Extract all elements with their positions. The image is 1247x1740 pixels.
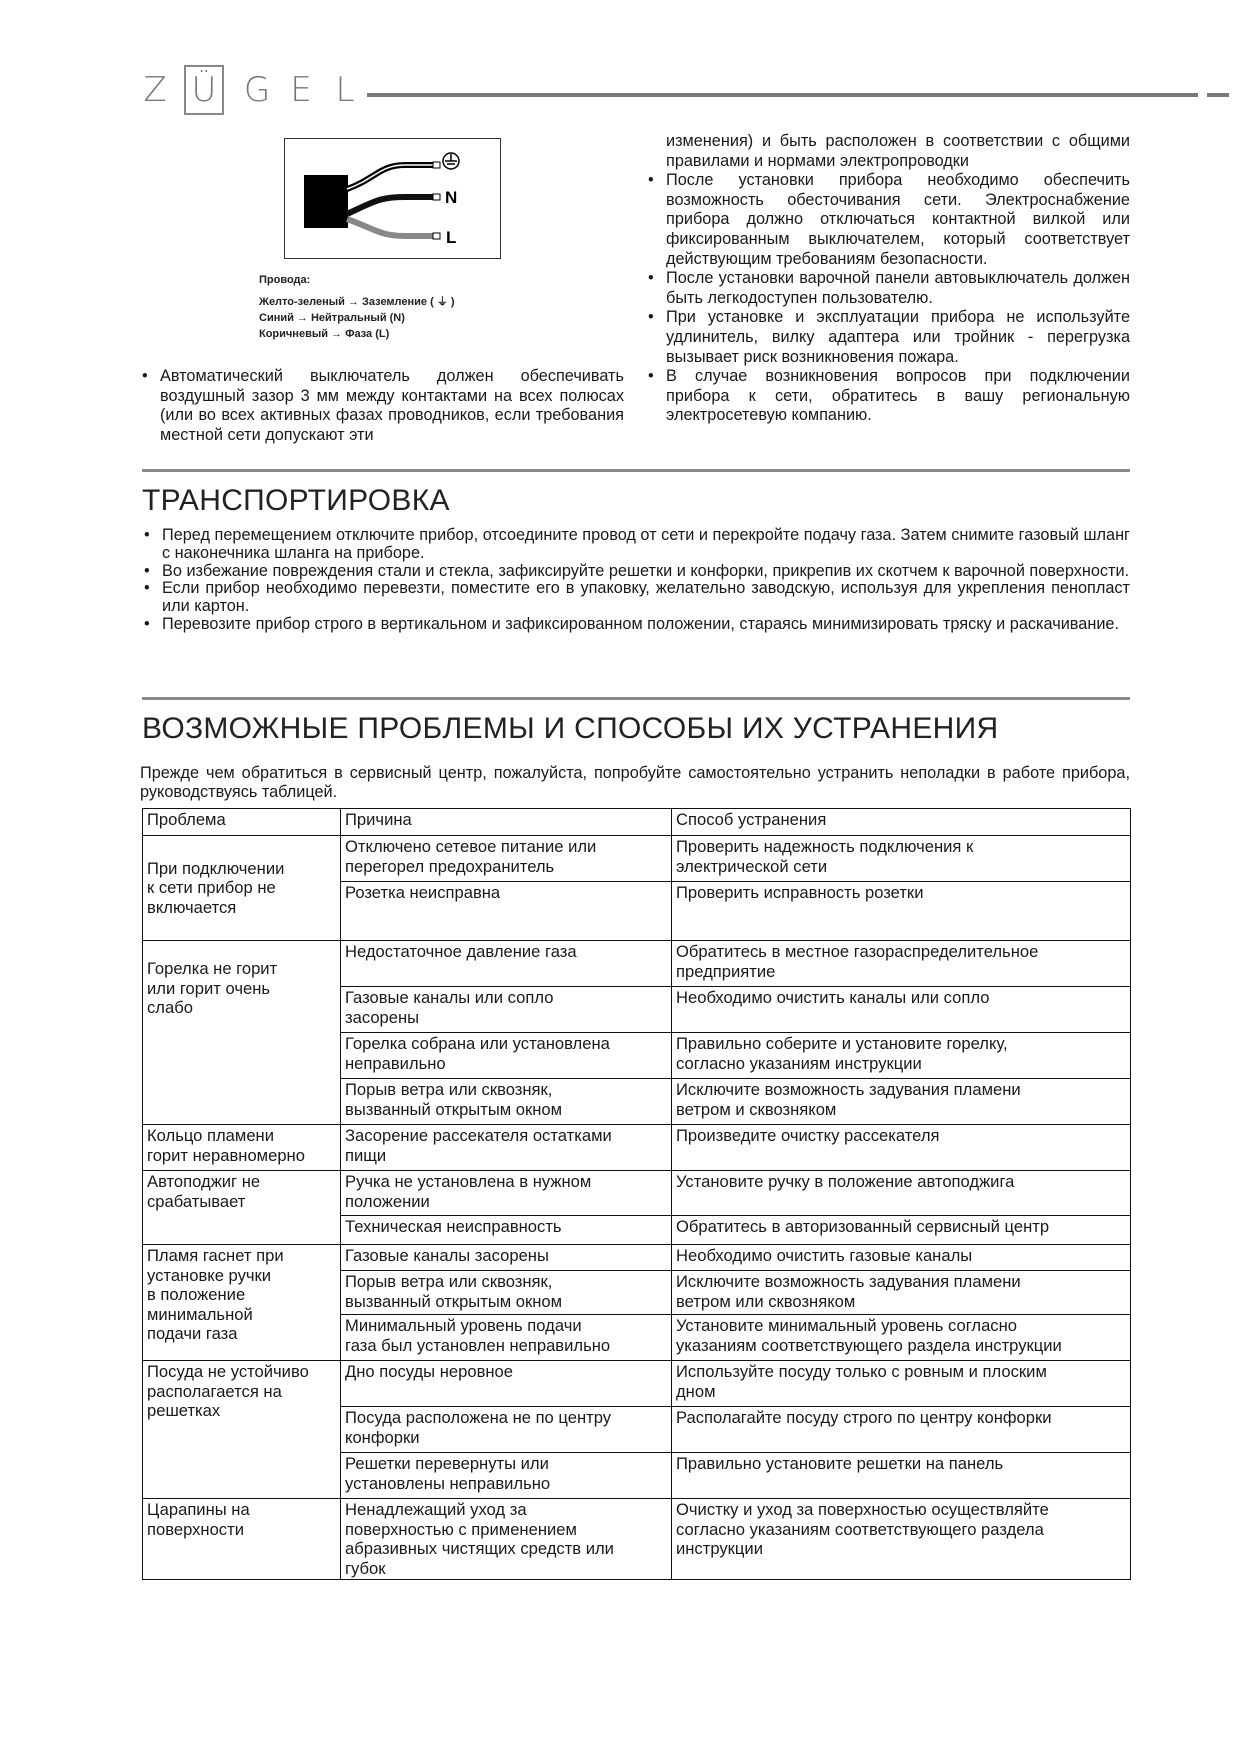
remedy-cell: Очистку и уход за поверхностью осуществляйте согласно указаниям соответствующего раздела инструкции xyxy=(672,1499,1131,1580)
column-header: Проблема xyxy=(143,809,341,836)
bullet-item: • После установки прибора необходимо обеспечить возможность обесточивания сети. Электроснабжение прибора должно отключаться контактной вилкой или фиксированным выключателем, который соответствует действующим требованиям безопасности. xyxy=(646,171,1130,269)
brand-logo xyxy=(140,68,374,112)
remedy-cell: Проверить исправность розетки xyxy=(672,882,1131,941)
logo-letter: Z xyxy=(143,70,167,110)
cause-cell: Решетки перевернуты или установлены неправильно xyxy=(341,1453,672,1499)
bullet-item: • Если прибор необходимо перевезти, поместите его в упаковку, желательно заводскую, используя для укрепления пенопласт или картон. xyxy=(142,580,1130,616)
problem-cell: Горелка не горит или горит очень слабо xyxy=(143,941,341,1125)
terminal-block xyxy=(304,175,348,228)
problem-cell: При подключении к сети прибор не включается xyxy=(143,836,341,941)
remedy-cell: Произведите очистку рассекателя xyxy=(672,1125,1131,1171)
header-rule-end xyxy=(1207,93,1229,97)
remedy-cell: Правильно соберите и установите горелку, согласно указаниям инструкции xyxy=(672,1033,1131,1079)
cause-cell: Розетка неисправна xyxy=(341,882,672,941)
logo-letter: L xyxy=(335,70,355,110)
bullet-item: • В случае возникновения вопросов при подключении прибора к сети, обратитесь в вашу региональную электросетевую компанию. xyxy=(646,367,1130,426)
column-header: Способ устранения xyxy=(672,809,1131,836)
bullet-item: • Во избежание повреждения стали и стекла, зафиксируйте решетки и конфорки, прикрепив их скотчем к варочной поверхности. xyxy=(142,563,1130,581)
cause-cell: Горелка собрана или установлена неправильно xyxy=(341,1033,672,1079)
remedy-cell: Исключите возможность задувания пламени ветром или сквозняком xyxy=(672,1271,1131,1315)
legend-item: Коричневый → Фаза (L) xyxy=(259,328,390,340)
section-divider xyxy=(142,697,1130,700)
remedy-cell: Используйте посуду только с ровным и плоским дном xyxy=(672,1361,1131,1407)
bullet-item: • После установки варочной панели автовыключатель должен быть легкодоступен пользователю. xyxy=(646,269,1130,308)
problem-cell: Кольцо пламени горит неравномерно xyxy=(143,1125,341,1171)
table-row xyxy=(143,1361,1131,1407)
table-row xyxy=(143,1245,1131,1271)
problem-cell: Царапины на поверхности xyxy=(143,1499,341,1580)
cause-cell: Техническая неисправность xyxy=(341,1216,672,1245)
problem-cell: Посуда не устойчиво располагается на решетках xyxy=(143,1361,341,1499)
bullet-item: • При установке и эксплуатации прибора не используйте удлинитель, вилку адаптера или тройник - перегрузка вызывает риск возникновения пожара. xyxy=(646,308,1130,367)
section-title-transport: ТРАНСПОРТИРОВКА xyxy=(142,484,450,517)
legend-item: Желто-зеленый → Заземление ( ⏚ ) xyxy=(259,296,455,308)
cause-cell: Засорение рассекателя остатками пищи xyxy=(341,1125,672,1171)
remedy-cell: Обратитесь в местное газораспределительное предприятие xyxy=(672,941,1131,987)
header-rule xyxy=(367,93,1198,97)
logo-letter: E xyxy=(290,70,312,110)
table-row xyxy=(143,836,1131,882)
logo-letter: G xyxy=(243,70,271,110)
transport-list xyxy=(142,527,1130,634)
bullet-item: • Перевозите прибор строго в вертикальном и зафиксированном положении, стараясь минимизировать тряску и раскачивание. xyxy=(142,616,1130,634)
cause-cell: Газовые каналы или сопло засорены xyxy=(341,987,672,1033)
cause-cell: Газовые каналы засорены xyxy=(341,1245,672,1271)
cause-cell: Минимальный уровень подачи газа был установлен неправильно xyxy=(341,1315,672,1361)
remedy-cell: Располагайте посуду строго по центру конфорки xyxy=(672,1407,1131,1453)
column-header: Причина xyxy=(341,809,672,836)
left-column-text xyxy=(140,367,624,445)
ground-wire xyxy=(347,165,435,189)
legend-item: Синий → Нейтральный (N) xyxy=(259,312,405,324)
neutral-label: N xyxy=(445,188,458,207)
line-label: L xyxy=(446,228,457,247)
table-row xyxy=(143,1125,1131,1171)
bullet-item: • Перед перемещением отключите прибор, отсоедините провод от сети и перекройте подачу газа. Затем снимите газовый шланг с наконечника шланга на приборе. xyxy=(142,527,1130,563)
wiring-diagram xyxy=(284,138,501,259)
cause-cell: Ненадлежащий уход за поверхностью с применением абразивных чистящих средств или губок xyxy=(341,1499,672,1580)
line-wire xyxy=(347,219,435,236)
remedy-cell: Исключите возможность задувания пламени ветром и сквозняком xyxy=(672,1079,1131,1125)
remedy-cell: Необходимо очистить каналы или сопло xyxy=(672,987,1131,1033)
neutral-wire xyxy=(347,197,435,214)
legend-title: Провода: xyxy=(259,274,311,286)
remedy-cell: Правильно установите решетки на панель xyxy=(672,1453,1131,1499)
section-divider xyxy=(142,469,1130,472)
table-row xyxy=(143,1499,1131,1580)
ground-icon xyxy=(443,153,459,169)
problem-cell: Пламя гаснет при установке ручки в положение минимальной подачи газа xyxy=(143,1245,341,1361)
continuation-text: изменения) и быть расположен в соответствии с общими правилами и нормами электропроводки xyxy=(666,132,1130,170)
logo-letter: Ü xyxy=(184,65,224,115)
cause-cell: Отключено сетевое питание или перегорел предохранитель xyxy=(341,836,672,882)
table-row xyxy=(143,941,1131,987)
cause-cell: Ручка не установлена в нужном положении xyxy=(341,1171,672,1216)
cause-cell: Недостаточное давление газа xyxy=(341,941,672,987)
troubleshooting-table xyxy=(142,808,1131,1580)
remedy-cell: Необходимо очистить газовые каналы xyxy=(672,1245,1131,1271)
remedy-cell: Установите ручку в положение автоподжига xyxy=(672,1171,1131,1216)
cause-cell: Посуда расположена не по центру конфорки xyxy=(341,1407,672,1453)
right-column-text xyxy=(646,132,1130,426)
remedy-cell: Обратитесь в авторизованный сервисный центр xyxy=(672,1216,1131,1245)
section-title-troubleshooting: ВОЗМОЖНЫЕ ПРОБЛЕМЫ И СПОСОБЫ ИХ УСТРАНЕНИЯ xyxy=(142,712,999,745)
cause-cell: Порыв ветра или сквозняк, вызванный открытым окном xyxy=(341,1079,672,1125)
troubleshooting-intro: Прежде чем обратиться в сервисный центр, пожалуйста, попробуйте самостоятельно устранить неполадки в работе прибора, руководствуясь таблицей. xyxy=(140,764,1130,801)
remedy-cell: Установите минимальный уровень согласно указаниям соответствующего раздела инструкции xyxy=(672,1315,1131,1361)
cause-cell: Порыв ветра или сквозняк, вызванный открытым окном xyxy=(341,1271,672,1315)
table-row xyxy=(143,1171,1131,1216)
problem-cell: Автоподжиг не срабатывает xyxy=(143,1171,341,1245)
table-header-row xyxy=(143,809,1131,836)
wire-legend xyxy=(259,272,455,342)
bullet-item: • Автоматический выключатель должен обеспечивать воздушный зазор 3 мм между контактами на всех полюсах (или во всех активных фазах проводников, если требования местной сети допускают эти xyxy=(140,367,624,445)
cause-cell: Дно посуды неровное xyxy=(341,1361,672,1407)
remedy-cell: Проверить надежность подключения к электрической сети xyxy=(672,836,1131,882)
